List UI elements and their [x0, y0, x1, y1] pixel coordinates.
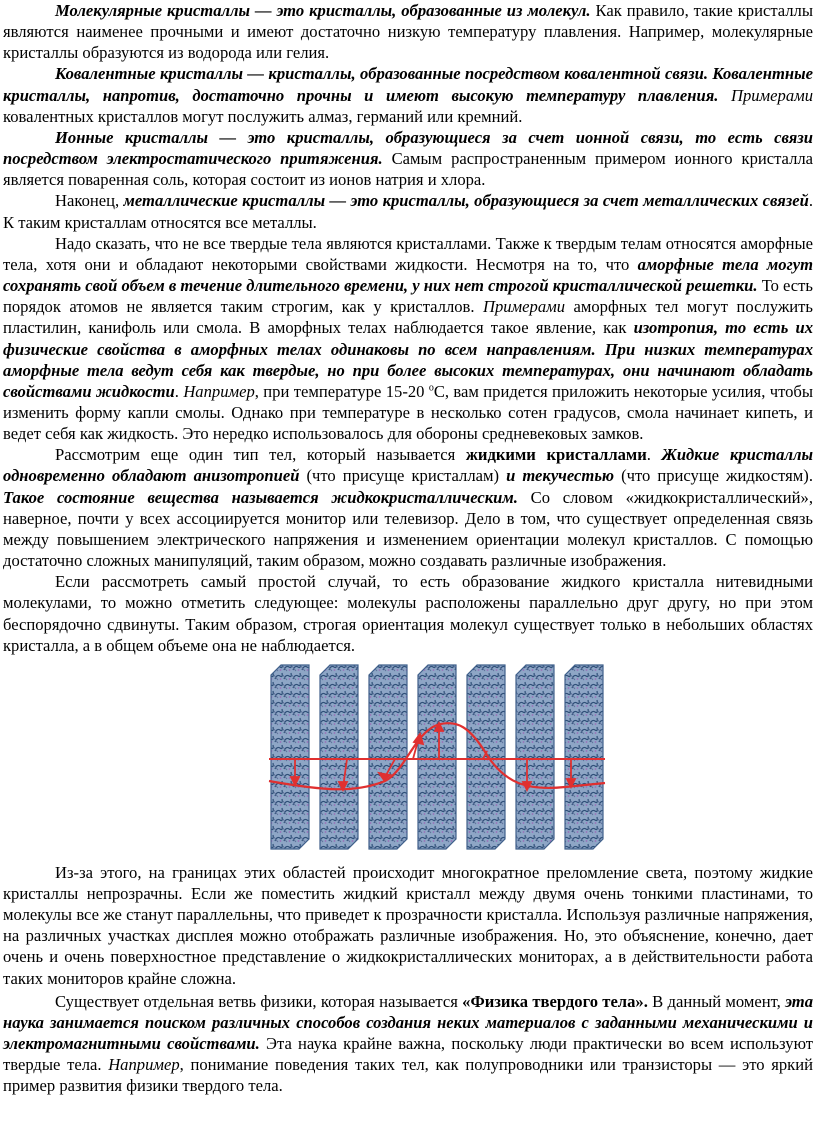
paragraph-thread-molecules: Если рассмотреть самый простой случай, то есть образование жидкого кристалла нитевидными молекулами, то можно отметить следующее: молекулы расположены параллельно друг другу, но при этом беспорядочно сдвинуты. Таким образом, строгая ориентация молекул существует только в небольших областях кристалла, а в общем объеме она не наблюдается.: [3, 572, 813, 655]
term-isotropy: изотропия, то есть их физические свойства в аморфных телах одинаковы по всем направлениям. При низких температурах аморфные тела ведут себя как твердые, но при более высоких температурах, они начинают обладать свойствами жидкости: [3, 318, 813, 401]
term-solid-state-physics: «Физика твердого тела».: [462, 991, 648, 1011]
crystal-panel: [369, 665, 407, 849]
crystal-panel: [565, 665, 603, 849]
paragraph-amorphous-bodies: Надо сказать, что не все твердые тела являются кристаллами. Также к твердым телам относятся аморфные тела, хотя они и обладают некоторыми свойствами жидкости. Несмотря на то, что аморфные тела могут сохранять свой объем в течение длительного времени, у них нет строгой кристаллической решетки. То есть порядок атомов не является таким строгим, как у кристаллов. Примерами аморфных тел могут послужить пластилин, канифоль или смола. В аморфных телах наблюдается такое явление, как изотропия, то есть их физические свойства в аморфных телах одинаковы по всем направлениям. При низких температурах аморфные тела ведут себя как твердые, но при более высоких температурах, они начинают обладать свойствами жидкости. Например, при температуре 15-20 $^о$С, вам придется приложить некоторые усилия, чтобы изменить форму капли смолы. Однако при температуре в несколько сотен градусов, смола начинает кипеть, и ведет себя как жидкость. Это нередко использовалось для обороны средневековых замков.: [3, 233, 813, 444]
paragraph-molecular-crystals: Молекулярные кристаллы — это кристаллы, образованные из молекул. Как правило, такие кристаллы являются наименее прочными и имеют достаточно низкую температуру плавления. Например, молекулярные кристаллы образуются из водорода или гелия.: [3, 1, 813, 63]
term-covalent-crystals: Ковалентные кристаллы — кристаллы, образованные посредством ковалентной связи. Ковалентные кристаллы, напротив, достаточно прочны и имеют высокую температуру плавления.: [3, 64, 813, 105]
crystal-panel: [418, 665, 456, 849]
term-ionic-crystals: Ионные кристаллы — это кристаллы, образующиеся за счет ионной связи, то есть связи посредством электростатического притяжения.: [3, 127, 813, 169]
crystal-panels: [271, 665, 603, 849]
liquid-crystal-illustration: [265, 663, 609, 856]
crystal-panel: [516, 665, 554, 849]
crystal-panel: [320, 665, 358, 849]
liquid-crystal-figure: [3, 663, 813, 856]
term-liquid-crystals: жидкими кристаллами: [465, 445, 647, 465]
term-metallic-crystals: металлические кристаллы — это кристаллы, образующиеся за счет металлических связей: [123, 191, 809, 211]
paragraph-ionic-crystals: Ионные кристаллы — это кристаллы, образующиеся за счет ионной связи, то есть связи посредством электростатического притяжения. Самым распространенным примером ионного кристалла является поваренная соль, которая состоит из ионов натрия и хлора.: [3, 127, 813, 190]
paragraph-solid-state-physics: Существует отдельная ветвь физики, которая называется «Физика твердого тела». В данный момент, эта наука занимается поиском различных способов создания неких материалов с заданными механическими и электромагнитными свойствами. Эта наука крайне важна, поскольку люди практически во всем используют твердые тела. Например, понимание поведения таких тел, как полупроводники или транзисторы — это яркий пример развития физики твердого тела.: [3, 991, 813, 1096]
paragraph-liquid-crystals: Рассмотрим еще один тип тел, который называется жидкими кристаллами. Жидкие кристаллы одновременно обладают анизотропией (что присуще кристаллам) и текучестью (что присуще жидкостям). Такое состояние вещества называется жидкокристаллическим. Со словом «жидкокристаллический», наверное, почти у всех ассоциируется монитор или телевизор. Дело в том, что существует определенная связь между повышением электрического напряжения и изменением ориентации молекул кристаллов. С помощью достаточно сложных манипуляций, таким образом, можно создавать различные изображения.: [3, 445, 813, 571]
crystal-panel: [271, 665, 309, 849]
term-molecular-crystals: Молекулярные кристаллы — это кристаллы, образованные из молекул.: [55, 1, 591, 20]
crystal-panel: [467, 665, 505, 849]
paragraph-opacity: Из-за этого, на границах этих областей происходит многократное преломление света, поэтому жидкие кристаллы непрозрачны. Если же поместить жидкий кристалл между двумя очень тонкими пластинами, то молекулы все же станут параллельны, что приведет к прозрачности кристалла. Используя различные напряжения, на различных участках дисплея можно отображать различные изображения. Но, это объяснение, конечно, дает очень и очень поверхностное представление о жидкокристаллических мониторах, а в действительности работа таких мониторов крайне сложна.: [3, 862, 813, 988]
term-amorphous-bodies: аморфные тела могут сохранять свой объем в течение длительного времени, у них нет строгой кристаллической решетки.: [3, 254, 813, 296]
paragraph-covalent-crystals: Ковалентные кристаллы — кристаллы, образованные посредством ковалентной связи. Ковалентные кристаллы, напротив, достаточно прочны и имеют высокую температуру плавления. Примерами ковалентных кристаллов могут послужить алмаз, германий или кремний.: [3, 64, 813, 126]
paragraph-metallic-crystals: Наконец, металлические кристаллы — это кристаллы, образующиеся за счет металлических связей. К таким кристаллам относятся все металлы.: [3, 191, 813, 232]
